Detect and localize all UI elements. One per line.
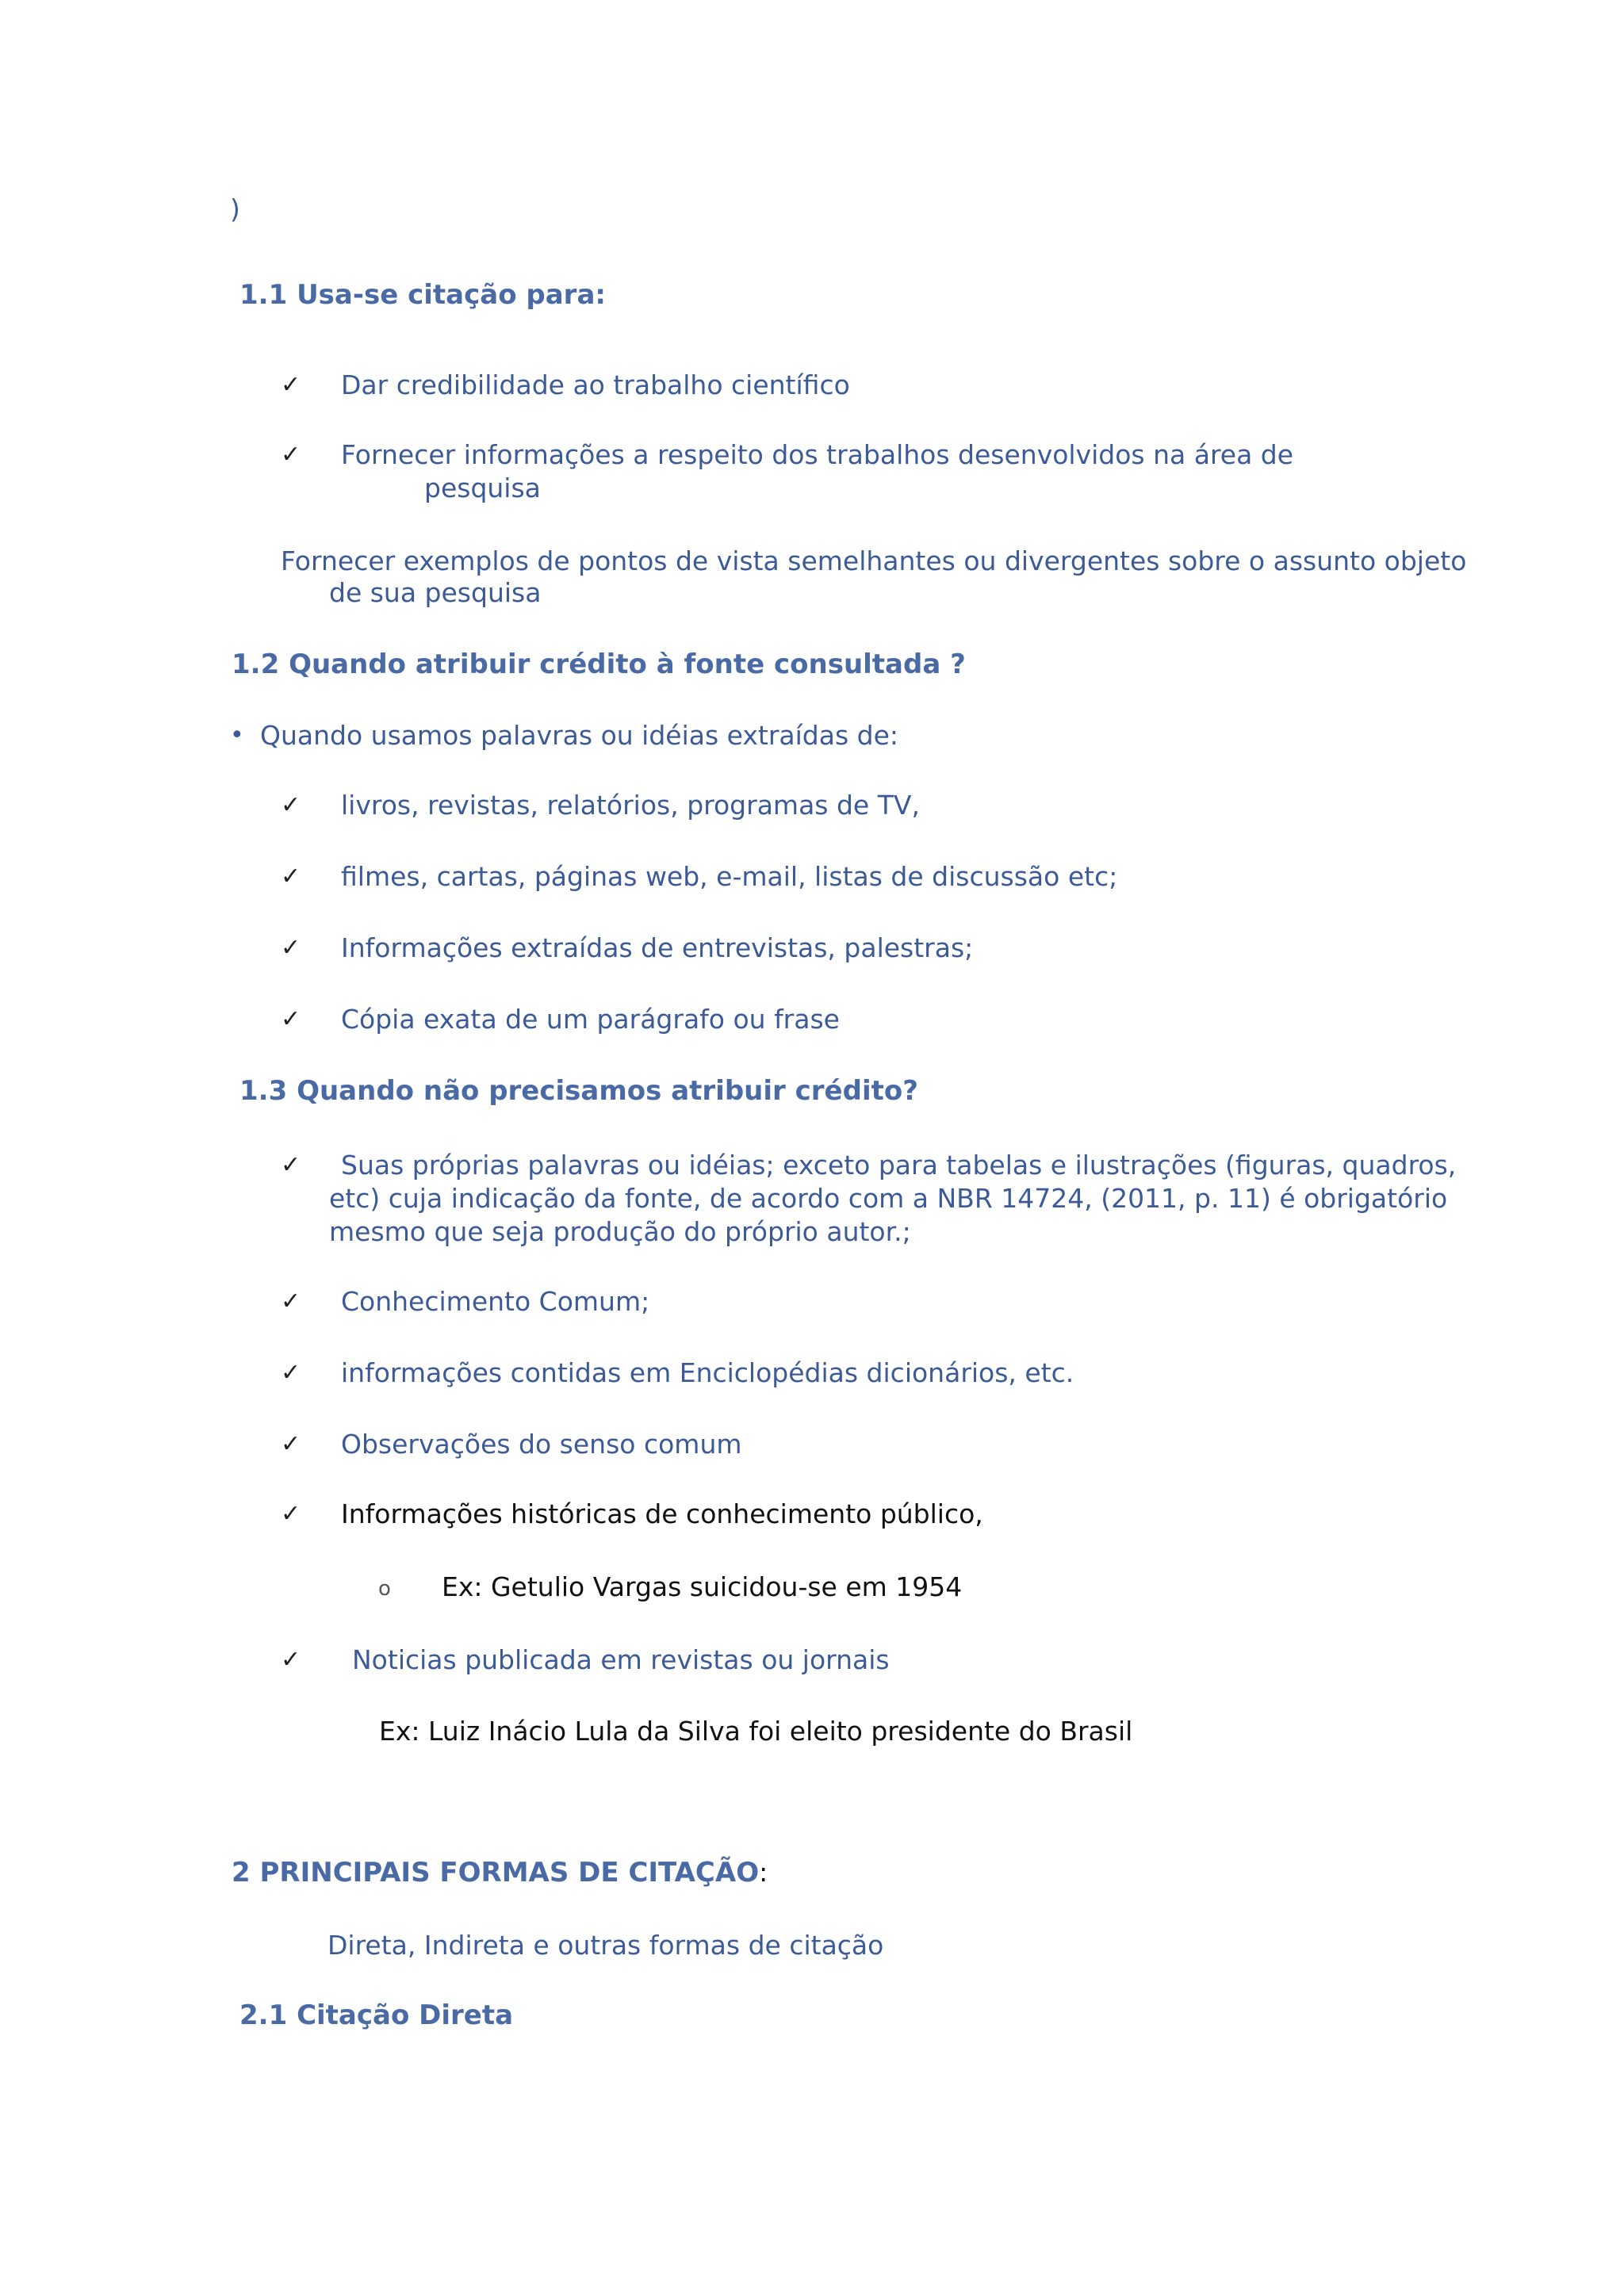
bullet-item: Quando usamos palavras ou idéias extraídas de: <box>260 720 899 751</box>
heading-2-colon: : <box>759 1857 768 1888</box>
check-icon: ✓ <box>281 791 301 819</box>
stray-parenthesis: ) <box>230 193 240 224</box>
list-item: informações contidas em Enciclopédias dicionários, etc. <box>341 1357 1074 1388</box>
check-icon: ✓ <box>281 1500 301 1528</box>
heading-1-2: 1.2 Quando atribuir crédito à fonte consultada ? <box>232 649 966 680</box>
list-item: Noticias publicada em revistas ou jornais <box>352 1644 890 1675</box>
paragraph-line: Fornecer exemplos de pontos de vista semelhantes ou divergentes sobre o assunto objeto <box>281 545 1467 576</box>
check-icon: ✓ <box>281 1151 301 1179</box>
list-item: Informações extraídas de entrevistas, palestras; <box>341 932 974 963</box>
heading-2 <box>232 1857 768 1888</box>
heading-2-text: 2 PRINCIPAIS FORMAS DE CITAÇÃO <box>232 1857 760 1888</box>
list-item: Observações do senso comum <box>341 1429 742 1460</box>
list-item: livros, revistas, relatórios, programas de TV, <box>341 790 920 821</box>
heading-2-1: 2.1 Citação Direta <box>239 1999 514 2031</box>
list-item: Informações históricas de conhecimento público, <box>341 1498 983 1529</box>
check-icon: ✓ <box>281 1646 301 1674</box>
list-item: Dar credibilidade ao trabalho científico <box>341 369 850 400</box>
bullet-icon: • <box>230 721 244 749</box>
list-item: Conhecimento Comum; <box>341 1286 650 1317</box>
list-item-continuation: etc) cuja indicação da fonte, de acordo com a NBR 14724, (2011, p. 11) é obrigatório <box>329 1183 1448 1214</box>
check-icon: ✓ <box>281 1430 301 1458</box>
list-item: Fornecer informações a respeito dos trabalhos desenvolvidos na área de <box>341 439 1294 470</box>
list-item-continuation: pesquisa <box>424 473 541 503</box>
paragraph-line: de sua pesquisa <box>329 577 542 608</box>
check-icon: ✓ <box>281 441 301 469</box>
heading-1-3: 1.3 Quando não precisamos atribuir crédito? <box>239 1075 918 1107</box>
circle-bullet-icon: o <box>378 1577 391 1601</box>
check-icon: ✓ <box>281 934 301 962</box>
check-icon: ✓ <box>281 1288 301 1315</box>
list-item: Cópia exata de um parágrafo ou frase <box>341 1004 840 1035</box>
section-2-line: Direta, Indireta e outras formas de citação <box>327 1930 884 1961</box>
check-icon: ✓ <box>281 863 301 890</box>
example-line: Ex: Luiz Inácio Lula da Silva foi eleito presidente do Brasil <box>379 1716 1133 1747</box>
list-item: filmes, cartas, páginas web, e-mail, listas de discussão etc; <box>341 861 1118 892</box>
heading-1-1: 1.1 Usa-se citação para: <box>239 279 606 311</box>
sub-list-item: Ex: Getulio Vargas suicidou-se em 1954 <box>442 1571 963 1602</box>
list-item: Suas próprias palavras ou idéias; exceto para tabelas e ilustrações (figuras, quadros, <box>341 1150 1457 1181</box>
list-item-continuation: mesmo que seja produção do próprio autor.; <box>329 1216 911 1247</box>
check-icon: ✓ <box>281 1005 301 1033</box>
check-icon: ✓ <box>281 1359 301 1387</box>
check-icon: ✓ <box>281 371 301 399</box>
